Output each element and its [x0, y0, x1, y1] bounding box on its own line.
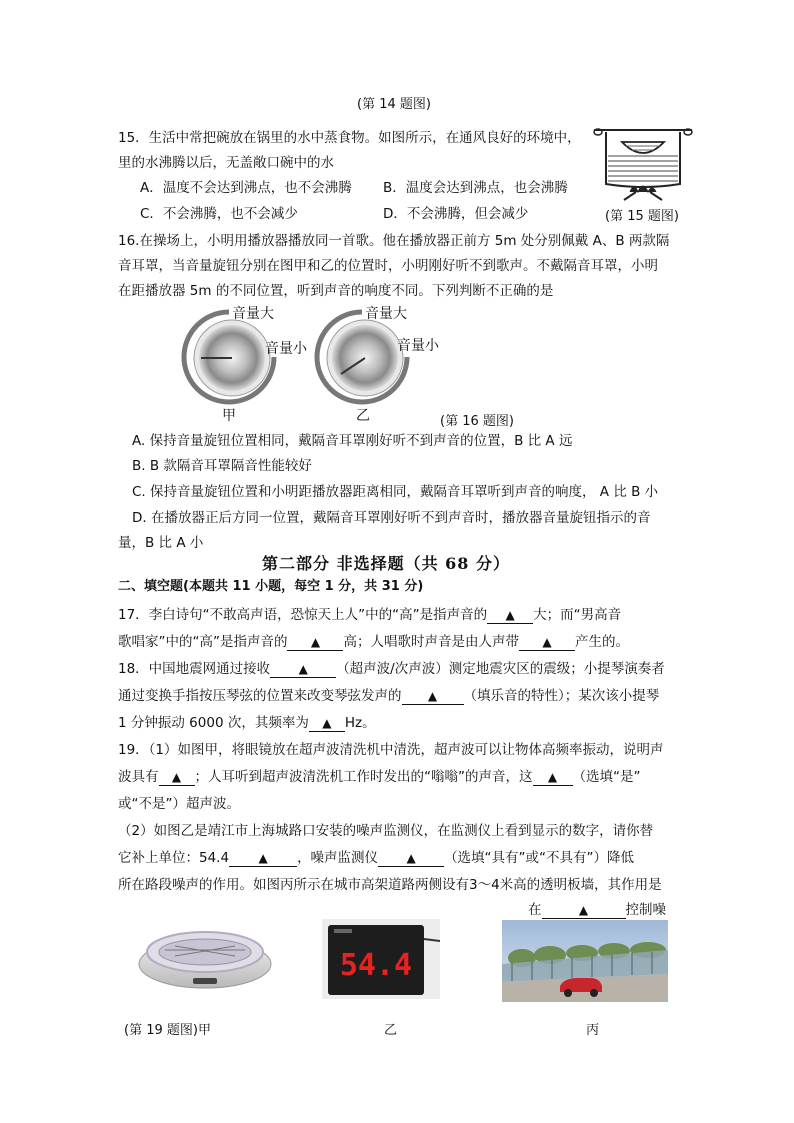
blank-marker: ▲ — [171, 770, 182, 784]
q17-line1 — [118, 605, 621, 625]
q15-stem-line2: 里的水沸腾以后，无盖敞口碗中的水 — [118, 155, 334, 171]
q16-option-b: B. B 款隔音耳罩隔音性能较好 — [132, 458, 312, 474]
q17-text-a1: 17．李白诗句“不敢高声语，恐惊天上人”中的“高”是指声音的 — [118, 607, 488, 623]
q18-line3 — [118, 713, 376, 733]
figure-16-caption: (第 16 题图) — [440, 414, 514, 429]
q19-line2 — [118, 767, 641, 787]
q17-text-b1: 歌唱家”中的“高”是指声音的 — [118, 634, 288, 650]
q18-text-a1: 18．中国地震网通过接收 — [118, 661, 271, 677]
q19-line1: 19．（1）如图甲，将眼镜放在超声波清洗机中清洗，超声波可以让物体高频率振动，说明声 — [118, 742, 664, 758]
q17-line2 — [118, 632, 629, 652]
q17-blank-2[interactable] — [287, 634, 343, 651]
q19-text-e1: 它补上单位：54.4 — [118, 850, 230, 866]
q19-blank-4[interactable] — [378, 850, 444, 867]
knob-yi-max-label: 音量大 — [365, 306, 407, 322]
knob-jia-max-label: 音量大 — [232, 306, 274, 322]
q15-option-d: D．不会沸腾，但会减少 — [383, 206, 529, 222]
q18-blank-2[interactable] — [402, 688, 464, 705]
blank-marker: ▲ — [298, 662, 308, 676]
q15-option-a: A．温度不会达到沸点，也不会沸腾 — [140, 180, 352, 196]
q17-blank-1[interactable] — [487, 607, 533, 624]
q19-text-b1: 波具有 — [118, 769, 159, 785]
noise-monitor-figure — [322, 919, 440, 999]
knob-jia-min-label: 音量小 — [265, 341, 307, 357]
q16-stem-line3: 在距播放器 5m 的不同位置，听到声音的响度不同。下列判断不正确的是 — [118, 283, 554, 299]
figure-19-caption-yi: 乙 — [384, 1023, 398, 1038]
q16-stem-line2: 音耳罩，当音量旋钮分别在图甲和乙的位置时，小明刚好听不到歌声。不戴隔音耳罩，小明 — [118, 258, 658, 274]
knob-yi-label: 乙 — [356, 408, 370, 424]
q17-text-b3: 产生的。 — [574, 634, 629, 650]
q19-text-b3: （选填“是” — [572, 769, 641, 785]
q15-option-b: B．温度会达到沸点，也会沸腾 — [383, 180, 568, 196]
sound-barrier-figure — [502, 920, 668, 1002]
q18-text-c2: Hz。 — [344, 715, 376, 731]
blank-marker: ▲ — [578, 903, 589, 917]
q19-text-g1: 在 — [528, 902, 542, 918]
knob-jia-label: 甲 — [222, 408, 236, 424]
q18-text-b2: （填乐音的特性）；某次该小提琴 — [463, 688, 660, 704]
q19-blank-1[interactable] — [159, 769, 195, 786]
q17-text-a2: 大；而“男高音 — [533, 607, 622, 623]
q19-blank-3[interactable] — [229, 850, 297, 867]
q18-text-b1: 通过变换手指按压琴弦的位置来改变琴弦发声的 — [118, 688, 402, 704]
q18-text-c1: 1 分钟振动 6000 次，其频率为 — [118, 715, 309, 731]
blank-marker: ▲ — [258, 851, 268, 865]
part2-title: 第二部分 非选择题（共 68 分） — [262, 554, 510, 573]
figure-19-caption-jia: (第 19 题图)甲 — [124, 1023, 211, 1038]
noise-reading: 54.4 — [339, 948, 413, 983]
q19-blank-2[interactable] — [533, 769, 573, 786]
q19-line4: （2）如图乙是靖江市上海城路口安装的噪声监测仪，在监测仪上看到显示的数字，请你替 — [118, 823, 654, 839]
q15-stem-line1: 15．生活中常把碗放在锅里的水中蒸食物。如图所示，在通风良好的环境中， — [118, 130, 581, 146]
q16-option-a: A. 保持音量旋钮位置相同，戴隔音耳罩刚好听不到声音的位置，B 比 A 远 — [132, 433, 573, 449]
q19-line5 — [118, 848, 634, 868]
q15-option-c: C．不会沸腾，也不会减少 — [140, 206, 298, 222]
knob-yi-min-label: 音量小 — [397, 338, 439, 354]
q19-blank-5[interactable] — [542, 902, 626, 919]
blank-marker: ▲ — [322, 716, 332, 730]
q19-text-e2: ，噪声监测仪 — [297, 850, 379, 866]
q19-line6: 所在路段噪声的作用。如图丙所示在城市高架道路两侧设有3～4米高的透明板墙，其作用是 — [118, 877, 662, 893]
q18-line2 — [118, 686, 659, 706]
q18-text-a2: （超声波/次声波）测定地震灾区的震级；小提琴演奏者 — [336, 661, 665, 677]
blank-marker: ▲ — [406, 851, 416, 865]
q19-text-g2: 控制噪 — [625, 902, 666, 918]
pot-bowl-steaming-figure — [588, 122, 698, 202]
q16-stem-line1: 16.在操场上，小明用播放器播放同一首歌。他在播放器正前方 5m 处分别佩戴 A、B 两款隔 — [118, 233, 670, 249]
q19-text-b2: ；人耳听到超声波清洗机工作时发出的“嗡嗡”的声音，这 — [194, 769, 533, 785]
q16-option-c: C. 保持音量旋钮位置和小明距播放器距离相同，戴隔音耳罩听到声音的响度， A 比 B 小 — [132, 484, 659, 500]
q19-text-e3: （选填“具有”或“不具有”）降低 — [444, 850, 635, 866]
q19-line7 — [528, 900, 666, 920]
figure-19-caption-bing: 丙 — [586, 1023, 600, 1038]
ultrasonic-cleaner-figure — [135, 922, 275, 992]
q18-blank-3[interactable] — [309, 715, 345, 732]
q19-line3: 或“不是”）超声波。 — [118, 796, 240, 812]
q16-option-d-line1: D. 在播放器正后方同一位置，戴隔音耳罩刚好听不到声音时，播放器音量旋钮指示的音 — [132, 510, 651, 526]
blank-marker: ▲ — [547, 770, 558, 784]
section2-header: 二、填空题(本题共 11 小题，每空 1 分，共 31 分) — [118, 579, 424, 594]
q17-text-b2: 高；人唱歌时声音是由人声带 — [343, 634, 519, 650]
figure-14-caption: (第 14 题图) — [357, 97, 431, 112]
q18-line1 — [118, 659, 665, 679]
blank-marker: ▲ — [427, 689, 438, 703]
blank-marker: ▲ — [542, 635, 552, 649]
blank-marker: ▲ — [505, 608, 515, 622]
q18-blank-1[interactable] — [270, 661, 336, 678]
figure-15-caption: (第 15 题图) — [605, 209, 679, 224]
blank-marker: ▲ — [310, 635, 321, 649]
q16-option-d-line2: 量，B 比 A 小 — [118, 535, 204, 551]
q17-blank-3[interactable] — [519, 634, 575, 651]
